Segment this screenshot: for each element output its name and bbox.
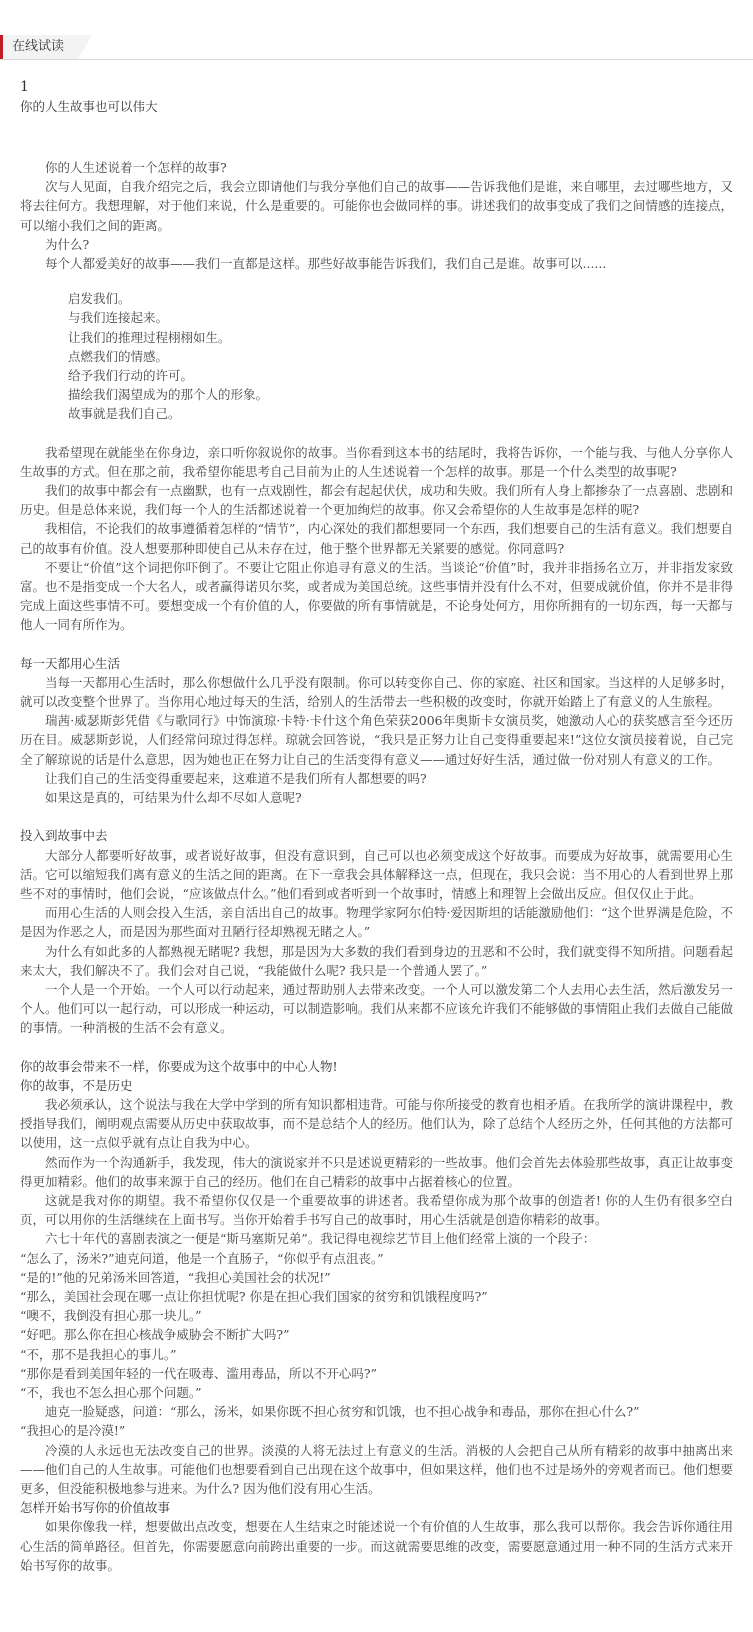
reading-content [0, 60, 753, 1575]
paragraph: 然而作为一个沟通新手，我发现，伟大的演说家并不只是述说更精彩的一些故事。他们会首先去体验那些故事，真正让故事变得更加精彩。他们的故事来源于自己的经历。他们在自己精彩的故事中占据着核心的位置。 [20, 1154, 733, 1189]
quote-line: 点燃我们的情感。 [68, 348, 169, 364]
dialogue-line: “怎么了，汤米?”迪克问道，他是一个直肠子，“你似乎有点沮丧。” [20, 1250, 384, 1266]
dialogue-line: “我担心的是冷漠!” [20, 1423, 126, 1439]
dialogue-line: “是的!”他的兄弟汤米回答道，“我担心美国社会的状况!” [20, 1269, 331, 1285]
paragraph: 我必须承认，这个说法与我在大学中学到的所有知识都相违背。可能与你所接受的教育也相矛盾。在我所学的演讲课程中，教授指导我们，阐明观点需要从历史中获取故事，而不是总结个人的经历。他们认为，除了总结个人经历之外，任何其他的方法都可以使用，这一点似乎就有点让自我为中心。 [20, 1096, 733, 1151]
dialogue-line: “那么，美国社会现在哪一点让你担忧呢? 你是在担心我们国家的贫穷和饥饿程度吗?” [20, 1288, 488, 1304]
tab-online-reading[interactable]: 在线试读 [0, 35, 78, 59]
quote-line: 让我们的推理过程栩栩如生。 [68, 329, 231, 345]
quote-line: 启发我们。 [68, 291, 131, 307]
paragraph: 六七十年代的喜剧表演之一便是“斯马塞斯兄弟”。我记得电视综艺节目上他们经常上演的一个段子： [45, 1231, 596, 1247]
section-heading: 你的故事会带来不一样，你要成为这个故事中的中心人物! [20, 1058, 338, 1074]
paragraph: 次与人见面，自我介绍完之后，我会立即请他们与我分享他们自己的故事——告诉我他们是谁，来自哪里，去过哪些地方，又将去往何方。我想理解，对于他们来说，什么是重要的。可能你也会做同样的事。讲述我们的故事变成了我们之间情感的连接点，可以缩小我们之间的距离。 [20, 179, 733, 233]
paragraph: 如果你像我一样，想要做出点改变，想要在人生结束之时能述说一个有价值的人生故事，那么我可以帮你。我会告诉你通往用心生活的简单路径。但首先，你需要愿意向前跨出重要的一步。而这就需要思维的改变，需要愿意通过用一种不同的生活方式来开始书写你的故事。 [20, 1519, 733, 1573]
dialogue-line: “那你是看到美国年轻的一代在吸毒、滥用毒品，所以不开心吗?” [20, 1365, 377, 1381]
section-heading: 投入到故事中去 [20, 828, 108, 844]
paragraph: 我们的故事中都会有一点幽默，也有一点戏剧性，都会有起起伏伏，成功和失败。我们所有人身上都掺杂了一点喜剧、悲剧和历史。但是总体来说，我们每一个人的生活都述说着一个更加绚烂的故事。你又会希望你的人生故事是怎样的呢? [20, 483, 733, 518]
paragraph: 如果这是真的，可结果为什么却不尽如人意呢? [45, 790, 302, 806]
dialogue-line: “好吧。那么你在担心核战争威胁会不断扩大吗?” [20, 1327, 290, 1343]
dialogue-line: “噢不，我倒没有担心那一块儿。” [20, 1308, 202, 1324]
paragraph: 不要让“价值”这个词把你吓倒了。不要让它阻止你追寻有意义的生活。当谈论“价值”时，我并非指扬名立万，并非指发家致富。也不是指变成一个大名人，或者赢得诺贝尔奖，或者成为美国总统。这些事情并没有什么不对，但要成就价值，你并不是非得完成上面这些事情不可。要想变成一个有价值的人，你要做的所有事情就是，不论身处何方，用你所拥有的一切东西，每一天都与他人一同有所作为。 [20, 559, 733, 633]
paragraph: 我相信，不论我们的故事遵循着怎样的“情节”，内心深处的我们都想要同一个东西，我们想要自己的生活有意义。我们想要自己的故事有价值。没人想要那种即使自己从未存在过，他于整个世界都无关紧要的感觉。你同意吗? [20, 521, 733, 556]
section-heading: 怎样开始书写你的价值故事 [20, 1500, 171, 1516]
paragraph: 冷漠的人永远也无法改变自己的世界。淡漠的人将无法过上有意义的生活。消极的人会把自己从所有精彩的故事中抽离出来——他们自己的人生故事。可能他们也想要看到自己出现在这个故事中，但如果这样，他们也不过是场外的旁观者而已。他们想要更多，但没能积极地参与进来。为什么? 因为他们没有用心生活。 [20, 1442, 733, 1496]
paragraph: 瑞茜·威瑟斯彭凭借《与歌同行》中饰演琼·卡特·卡什这个角色荣获2006年奥斯卡女演员奖，她激动人心的获奖感言至今还历历在目。威瑟斯彭说，人们经常问琼过得怎样。琼就会回答说，“我只是正努力让自己变得重要起来!”这位女演员接着说，自己完全了解琼说的话是什么意思，因为她也正在努力让自己的生活变得有意义——通过好好生活，通过做一份对别人有意义的工作。 [20, 713, 733, 767]
quote-line: 描绘我们渴望成为的那个人的形象。 [68, 387, 269, 403]
paragraph: 我希望现在就能坐在你身边，亲口听你叙说你的故事。当你看到这本书的结尾时，我将告诉你，一个能与我、与他人分享你人生故事的方式。但在那之前，我希望你能思考自己目前为止的人生述说着一个怎样的故事。那是一个什么类型的故事呢? [20, 444, 733, 479]
paragraph: 每个人都爱美好的故事——我们一直都是这样。那些好故事能告诉我们，我们自己是谁。故事可以...... [45, 256, 607, 272]
dialogue-line: “不，那不是我担心的事儿。” [20, 1346, 177, 1362]
paragraph: 而用心生活的人则会投入生活，亲自活出自己的故事。物理学家阿尔伯特·爱因斯坦的话能激励他们：“这个世界满是危险，不是因为作恶之人，而是因为那些面对丑陋行径却熟视无睹之人。” [20, 905, 733, 940]
quote-line: 与我们连接起来。 [68, 310, 169, 326]
chapter-title: 你的人生故事也可以伟大 [20, 99, 158, 114]
dialogue-line: “不，我也不怎么担心那个问题。” [20, 1384, 202, 1400]
dialogue-line: 迪克一脸疑惑，问道：“那么，汤米，如果你既不担心贫穷和饥饿，也不担心战争和毒品，那你在担心什么?” [45, 1404, 640, 1420]
chapter-number: 1 [20, 79, 29, 95]
paragraph: 为什么有如此多的人都熟视无睹呢? 我想，那是因为大多数的我们看到身边的丑恶和不公时，我们就变得不知所措。问题看起来太大，我们解决不了。我们会对自己说，“我能做什么呢? 我只是一个普通人罢了。” [20, 943, 733, 978]
paragraph: 为什么? [45, 236, 90, 252]
section-subheading: 你的故事，不是历史 [20, 1077, 133, 1093]
quote-line: 故事就是我们自己。 [68, 406, 181, 422]
section-heading: 每一天都用心生活 [20, 655, 121, 671]
paragraph: 大部分人都要听好故事，或者说好故事，但没有意识到，自己可以也必须变成这个好故事。而要成为好故事，就需要用心生活。它可以缩短我们离有意义的生活之间的距离。在下一章我会具体解释这一点，但现在，我只会说：当不用心的人看到世界上那些不对的事情时，他们会说，“应该做点什么。”他们看到或者听到一个故事时，情感上和理智上会做出反应。但仅仅止于此。 [20, 847, 733, 901]
quote-block [68, 289, 733, 423]
paragraph: 让我们自己的生活变得重要起来，这难道不是我们所有人都想要的吗? [45, 770, 427, 786]
paragraph: 这就是我对你的期望。我不希望你仅仅是一个重要故事的讲述者。我希望你成为那个故事的创造者! 你的人生仍有很多空白页，可以用你的生活继续在上面书写。当你开始着手书写自己的故事时，用心生活就是创造你精彩的故事。 [20, 1192, 733, 1228]
paragraph: 你的人生述说着一个怎样的故事? [45, 160, 227, 175]
quote-line: 给予我们行动的许可。 [68, 368, 194, 384]
tab-bar [0, 32, 753, 60]
paragraph: 当每一天都用心生活时，那么你想做什么几乎没有限制。你可以转变你自己、你的家庭、社区和国家。当这样的人足够多时，就可以改变整个世界了。当你用心地过每天的生活，给别人的生活带去一些积极的改变时，你就开始踏上了有意义的人生旅程。 [20, 674, 733, 710]
paragraph: 一个人是一个开始。一个人可以行动起来，通过帮助别人去带来改变。一个人可以激发第二个人去用心去生活，然后激发另一个人。他们可以一起行动，可以形成一种运动，可以制造影响。我们从来都不应该允许我们不能够做的事情阻止我们去做自己能做的事情。一种消极的生活不会有意义。 [20, 981, 733, 1036]
